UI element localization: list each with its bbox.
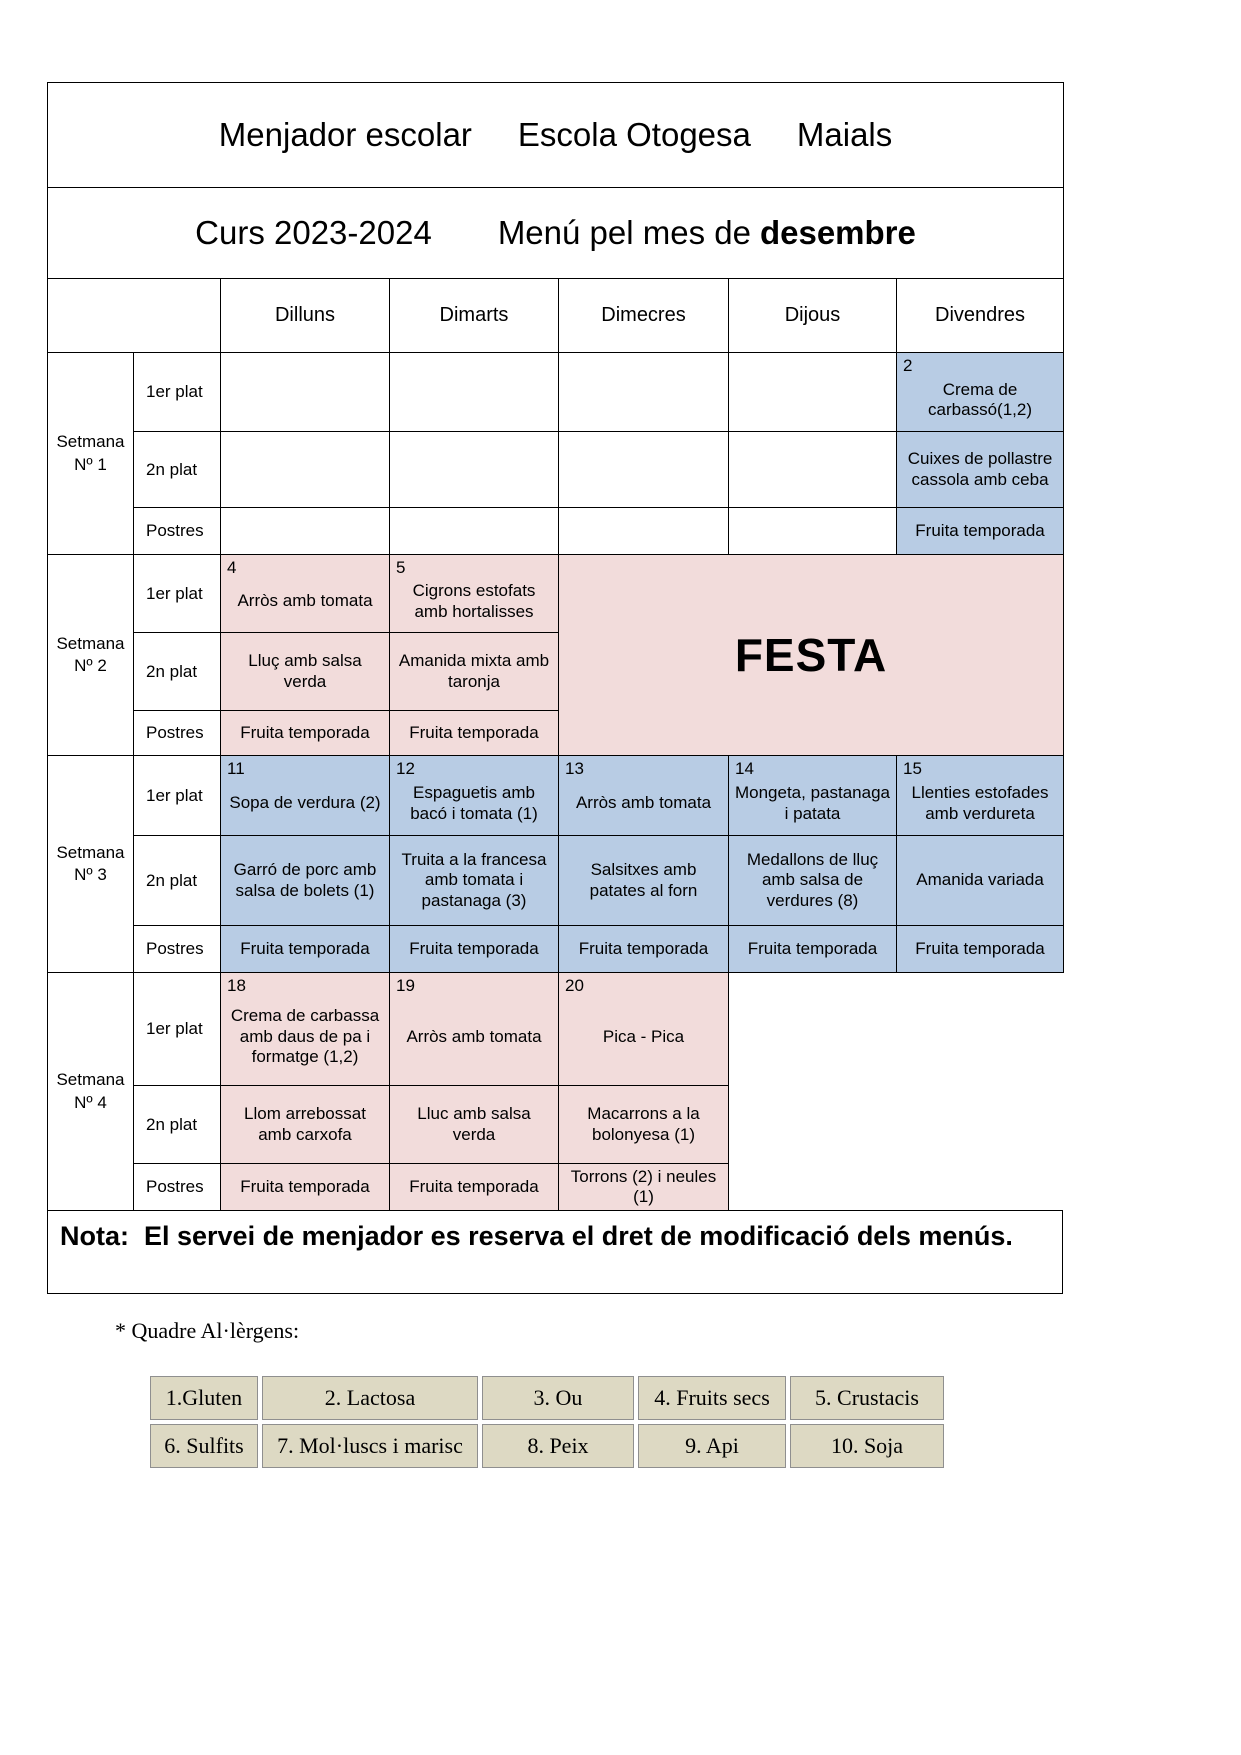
menu-cell <box>390 1164 559 1211</box>
menu-cell <box>559 1086 729 1164</box>
week-number: Nº 3 <box>74 865 107 884</box>
allergen-lactosa: 2. Lactosa <box>262 1376 478 1420</box>
menu-cell <box>897 926 1064 973</box>
dish-text: Llenties estofades amb verdureta <box>911 783 1049 823</box>
menu-cell <box>221 973 390 1086</box>
menu-cell <box>221 926 390 973</box>
menu-cell-empty <box>390 432 559 508</box>
allergen-molluscs: 7. Mol·luscs i marisc <box>262 1424 478 1468</box>
dish-text: Fruita temporada <box>240 722 370 742</box>
month-name: desembre <box>759 214 916 251</box>
page-subtitle <box>48 188 1064 279</box>
day-header-blank <box>48 279 221 353</box>
week-word: Setmana <box>56 842 125 862</box>
dish-text: Fruita temporada <box>240 1176 370 1196</box>
row-label-postres: Postres <box>134 1164 221 1211</box>
day-number: 19 <box>396 976 415 995</box>
menu-cell <box>729 756 897 836</box>
title-part-school: Menjador escolar <box>218 116 472 153</box>
row-label-2n-plat: 2n plat <box>134 1086 221 1164</box>
menu-table <box>47 82 1064 1211</box>
menu-cell <box>390 1086 559 1164</box>
day-number: 15 <box>903 759 922 778</box>
menu-cell <box>729 836 897 926</box>
menu-cell <box>390 926 559 973</box>
menu-cell <box>221 836 390 926</box>
course-label: Curs 2023-2024 <box>195 214 432 251</box>
dish-text: Lluç amb salsa verda <box>248 651 362 691</box>
menu-cell <box>390 555 559 633</box>
menu-cell-empty <box>390 353 559 432</box>
dish-text: Sopa de verdura (2) <box>229 793 381 813</box>
row-label-2n-plat: 2n plat <box>134 633 221 711</box>
week-number: Nº 1 <box>74 454 107 474</box>
allergen-crustacis: 5. Crustacis <box>790 1376 944 1420</box>
dish-text: Cigrons estofats amb hortalisses <box>412 581 536 621</box>
dish-text: Fruita temporada <box>747 938 878 958</box>
allergen-sulfits: 6. Sulfits <box>150 1424 258 1468</box>
row-label-postres: Postres <box>134 711 221 756</box>
menu-cell-empty <box>729 508 897 555</box>
week-3-label <box>48 756 134 973</box>
week-number: Nº 4 <box>74 1092 107 1112</box>
menu-cell <box>390 633 559 711</box>
dish-text: Salsitxes amb patates al forn <box>589 860 698 900</box>
menu-cell <box>897 836 1064 926</box>
dish-text: Espaguetis amb bacó i tomata (1) <box>410 783 538 823</box>
dish-text: Mongeta, pastanaga i patata <box>734 783 890 823</box>
week-number: Nº 2 <box>74 656 107 675</box>
menu-cell-empty <box>390 508 559 555</box>
menu-cell <box>221 711 390 756</box>
menu-cell-empty <box>559 353 729 432</box>
menu-cell <box>897 508 1064 555</box>
menu-cell <box>559 1164 729 1211</box>
empty-region <box>729 973 1064 1211</box>
title-part-name: Escola Otogesa <box>517 116 751 153</box>
row-label-1er-plat: 1er plat <box>134 353 221 432</box>
dish-text: Arròs amb tomata <box>237 591 373 611</box>
dish-text: Truita a la francesa amb tomata i pastanaga (3) <box>401 849 547 910</box>
day-number: 12 <box>396 759 415 778</box>
dish-text: Pica - Pica <box>602 1026 685 1046</box>
allergen-peix: 8. Peix <box>482 1424 634 1468</box>
day-header-dimarts: Dimarts <box>390 279 559 353</box>
dish-text: Fruita temporada <box>915 938 1045 958</box>
day-number: 2 <box>903 356 913 375</box>
row-label-2n-plat: 2n plat <box>134 836 221 926</box>
allergen-table <box>146 1372 948 1472</box>
dish-text: Fruita temporada <box>409 938 539 958</box>
menu-cell <box>390 836 559 926</box>
menu-cell <box>390 711 559 756</box>
dish-text: Fruita temporada <box>240 938 370 958</box>
menu-cell-empty <box>221 432 390 508</box>
day-header-dimecres: Dimecres <box>559 279 729 353</box>
day-header-dijous: Dijous <box>729 279 897 353</box>
dish-text: Fruita temporada <box>409 1176 539 1196</box>
month-label: Menú pel mes de <box>497 214 751 251</box>
menu-cell <box>897 353 1064 432</box>
allergen-section-title: * Quadre Al·lèrgens: <box>115 1318 300 1343</box>
row-label-1er-plat: 1er plat <box>134 756 221 836</box>
menu-cell <box>897 432 1064 508</box>
menu-cell-empty <box>729 353 897 432</box>
menu-cell <box>221 1164 390 1211</box>
week-word: Setmana <box>56 432 125 452</box>
allergen-api: 9. Api <box>638 1424 786 1468</box>
menu-cell-empty <box>729 432 897 508</box>
day-header-dilluns: Dilluns <box>221 279 390 353</box>
allergen-soja: 10. Soja <box>790 1424 944 1468</box>
day-number: 11 <box>227 759 245 778</box>
dish-text: Torrons (2) i neules (1) <box>570 1166 717 1206</box>
week-word: Setmana <box>56 1070 125 1090</box>
week-1-label <box>48 353 134 555</box>
note-box: Nota: El servei de menjador es reserva el dret de modificació dels menús. <box>47 1210 1063 1294</box>
menu-cell <box>221 756 390 836</box>
day-number: 18 <box>227 976 246 995</box>
dish-text: Macarrons a la bolonyesa (1) <box>587 1104 700 1144</box>
day-number: 4 <box>227 558 237 577</box>
dish-text: Cuixes de pollastre cassola amb ceba <box>907 449 1053 489</box>
title-part-town: Maials <box>796 116 893 153</box>
day-number: 14 <box>735 759 754 778</box>
allergen-gluten: 1.Gluten <box>150 1376 258 1420</box>
menu-cell-empty <box>221 353 390 432</box>
row-label-postres: Postres <box>134 508 221 555</box>
dish-text: Crema de carbassó(1,2) <box>928 379 1032 419</box>
dish-text: Fruita temporada <box>578 938 709 958</box>
dish-text: Arròs amb tomata <box>575 793 712 813</box>
menu-cell <box>221 555 390 633</box>
page-title <box>48 83 1064 188</box>
menu-cell <box>559 836 729 926</box>
dish-text: Fruita temporada <box>915 520 1045 540</box>
dish-text: Llom arrebossat amb carxofa <box>244 1104 366 1144</box>
row-label-postres: Postres <box>134 926 221 973</box>
menu-cell <box>221 1086 390 1164</box>
dish-text: Crema de carbassa amb daus de pa i formatge (1,2) <box>230 1006 380 1067</box>
day-number: 5 <box>396 558 406 577</box>
dish-text: Fruita temporada <box>409 722 539 742</box>
day-number: 13 <box>565 759 584 778</box>
menu-cell-empty <box>559 508 729 555</box>
festa-cell: FESTA <box>559 555 1064 756</box>
dish-text: Garró de porc amb salsa de bolets (1) <box>233 860 377 900</box>
allergen-fruits-secs: 4. Fruits secs <box>638 1376 786 1420</box>
week-4-label <box>48 973 134 1211</box>
row-label-1er-plat: 1er plat <box>134 555 221 633</box>
dish-text: Arròs amb tomata <box>406 1026 542 1046</box>
menu-cell <box>729 926 897 973</box>
day-number: 20 <box>565 976 584 995</box>
dish-text: Amanida mixta amb taronja <box>398 651 550 691</box>
day-header-divendres: Divendres <box>897 279 1064 353</box>
menu-cell <box>897 756 1064 836</box>
menu-cell <box>221 633 390 711</box>
row-label-2n-plat: 2n plat <box>134 432 221 508</box>
dish-text: Lluc amb salsa verda <box>417 1104 531 1144</box>
menu-document <box>47 82 1063 1294</box>
row-label-1er-plat: 1er plat <box>134 973 221 1086</box>
menu-cell <box>559 926 729 973</box>
menu-cell-empty <box>221 508 390 555</box>
menu-cell <box>390 756 559 836</box>
allergen-ou: 3. Ou <box>482 1376 634 1420</box>
menu-cell <box>559 756 729 836</box>
menu-cell <box>390 973 559 1086</box>
dish-text: Amanida variada <box>916 870 1044 890</box>
menu-cell <box>559 973 729 1086</box>
week-2-label <box>48 555 134 756</box>
menu-cell-empty <box>559 432 729 508</box>
week-word: Setmana <box>56 633 125 653</box>
dish-text: Medallons de lluç amb salsa de verdures (8) <box>746 849 879 910</box>
